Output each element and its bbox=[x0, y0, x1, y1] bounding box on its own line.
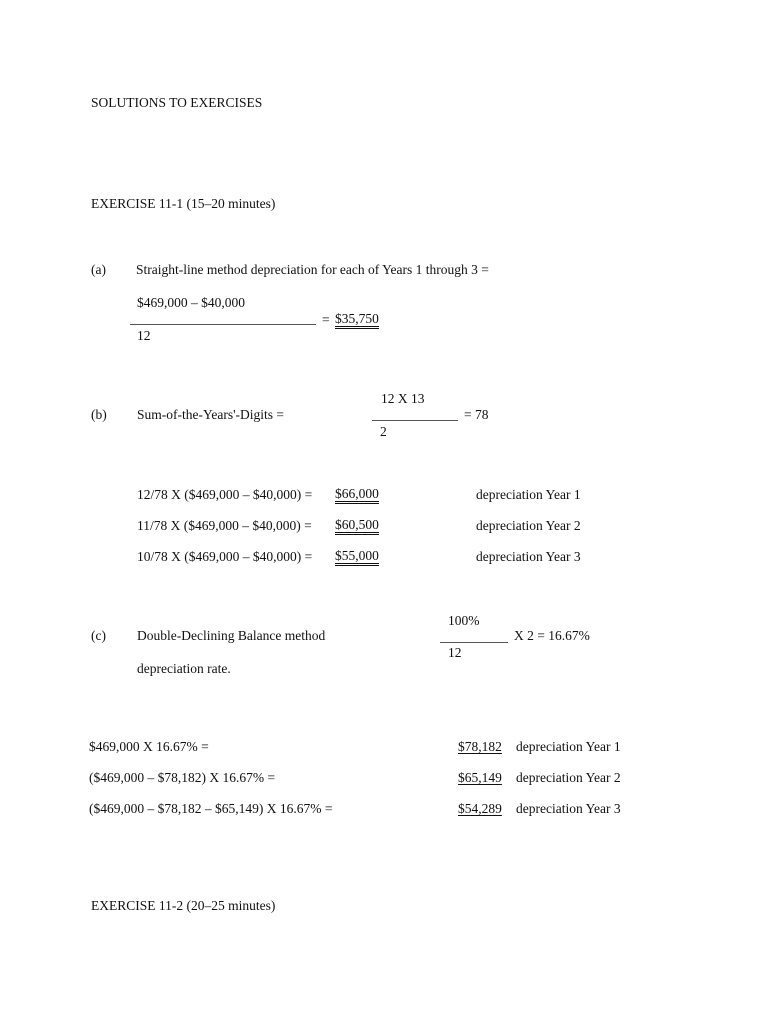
part-a-result: $35,750 bbox=[335, 312, 379, 329]
part-b-result: = 78 bbox=[464, 407, 489, 422]
part-c-line-3-amount: $54,289 bbox=[458, 801, 502, 816]
exercise-11-2-title: EXERCISE 11-2 (20–25 minutes) bbox=[91, 898, 276, 913]
part-c-line-3-desc: depreciation Year 3 bbox=[516, 801, 621, 816]
part-b-text: Sum-of-the-Years'-Digits = bbox=[137, 407, 285, 422]
part-b-line-2-expr: 11/78 X ($469,000 – $40,000) = bbox=[137, 518, 312, 533]
part-b-line-2-amount: $60,500 bbox=[335, 518, 379, 535]
part-a-denominator: 12 bbox=[137, 328, 151, 343]
part-c-line-3-expr: ($469,000 – $78,182 – $65,149) X 16.67% = bbox=[89, 801, 333, 816]
part-c-line-1-expr: $469,000 X 16.67% = bbox=[89, 739, 209, 754]
part-c-line-2-desc: depreciation Year 2 bbox=[516, 770, 621, 785]
part-c-line-1-amount: $78,182 bbox=[458, 739, 502, 754]
part-b-line-1-amount: $66,000 bbox=[335, 487, 379, 504]
part-a-numerator: $469,000 – $40,000 bbox=[137, 295, 245, 310]
part-c-numerator: 100% bbox=[448, 613, 480, 628]
part-c-line-2-amount: $65,149 bbox=[458, 770, 502, 785]
part-b-line-3-expr: 10/78 X ($469,000 – $40,000) = bbox=[137, 549, 313, 564]
part-c-label: (c) bbox=[91, 628, 106, 643]
part-a-text: Straight-line method depreciation for each of Years 1 through 3 = bbox=[136, 262, 489, 277]
part-b-line-1-expr: 12/78 X ($469,000 – $40,000) = bbox=[137, 487, 313, 502]
part-c-line-2-expr: ($469,000 – $78,182) X 16.67% = bbox=[89, 770, 276, 785]
part-c-result: X 2 = 16.67% bbox=[514, 628, 590, 643]
part-b-line-1-desc: depreciation Year 1 bbox=[476, 487, 581, 502]
part-a-label: (a) bbox=[91, 262, 106, 277]
part-c-denominator: 12 bbox=[448, 645, 462, 660]
part-b-numerator: 12 X 13 bbox=[381, 391, 425, 406]
part-b-denominator: 2 bbox=[380, 424, 387, 439]
part-b-line-3-desc: depreciation Year 3 bbox=[476, 549, 581, 564]
part-b-line-2-desc: depreciation Year 2 bbox=[476, 518, 581, 533]
part-c-text-1: Double-Declining Balance method bbox=[137, 628, 326, 643]
part-c-text-2: depreciation rate. bbox=[137, 661, 231, 676]
part-b-label: (b) bbox=[91, 407, 107, 422]
part-c-line-1-desc: depreciation Year 1 bbox=[516, 739, 621, 754]
part-b-fraction-bar bbox=[372, 420, 458, 421]
page-heading: SOLUTIONS TO EXERCISES bbox=[91, 95, 263, 110]
part-a-equals: = bbox=[322, 312, 330, 327]
part-b-line-3-amount: $55,000 bbox=[335, 549, 379, 566]
part-a-fraction-bar bbox=[130, 324, 316, 325]
exercise-11-1-title: EXERCISE 11-1 (15–20 minutes) bbox=[91, 196, 276, 211]
part-c-fraction-bar bbox=[440, 642, 508, 643]
